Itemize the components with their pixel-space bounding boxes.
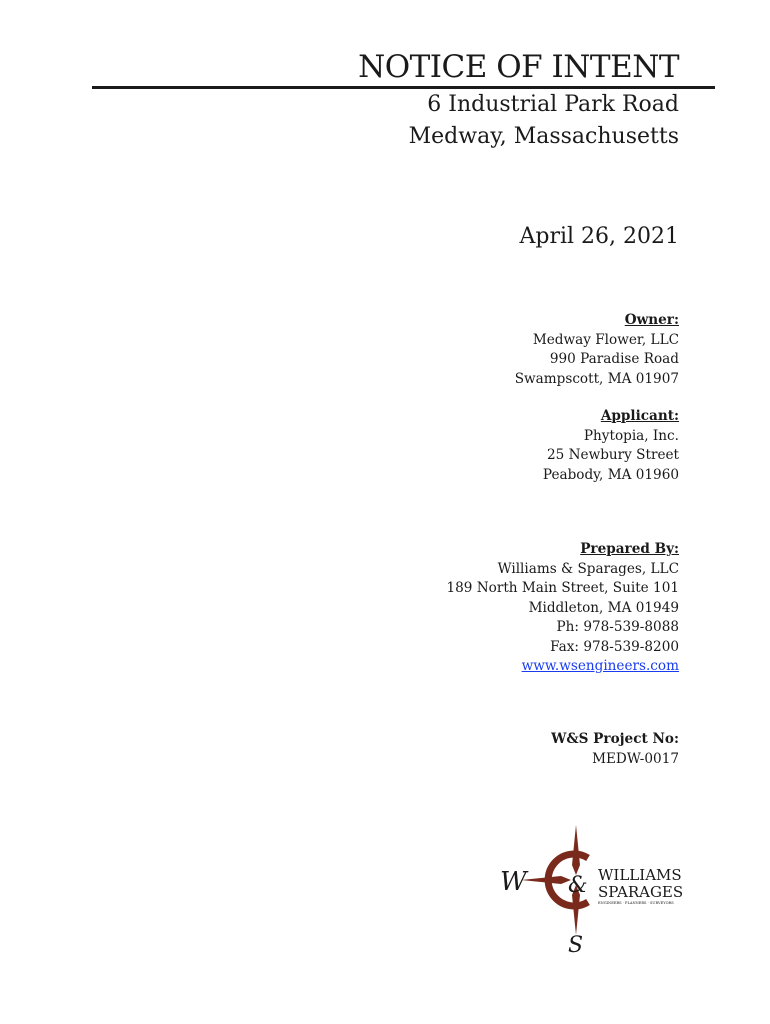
logo-line2: SPARAGES xyxy=(598,883,684,901)
preparer-line: 189 North Main Street, Suite 101 xyxy=(446,580,679,596)
prepared-by-block xyxy=(447,540,680,677)
project-number: MEDW-0017 xyxy=(592,750,679,767)
preparer-fax: Fax: 978-539-8200 xyxy=(550,638,679,655)
company-logo xyxy=(496,820,686,960)
applicant-block xyxy=(543,407,679,485)
preparer-line: Williams & Sparages, LLC xyxy=(497,560,679,577)
applicant-heading: Applicant: xyxy=(600,408,679,424)
title-rule xyxy=(92,86,715,89)
website-link[interactable]: www.wsengineers.com xyxy=(521,658,679,674)
applicant-line: Peabody, MA 01960 xyxy=(542,466,679,483)
project-block xyxy=(551,730,679,769)
applicant-line: Phytopia, Inc. xyxy=(583,427,679,444)
owner-block xyxy=(515,311,679,389)
applicant-line: 25 Newbury Street xyxy=(547,447,679,463)
owner-line: 990 Paradise Road xyxy=(549,351,679,367)
site-address-line1: 6 Industrial Park Road xyxy=(427,92,679,117)
owner-line: Swampscott, MA 01907 xyxy=(514,370,679,387)
logo-letter-w: W xyxy=(500,867,527,897)
logo-line1: WILLIAMS xyxy=(598,866,682,884)
owner-line: Medway Flower, LLC xyxy=(532,331,679,348)
document-title: NOTICE OF INTENT xyxy=(358,49,679,85)
logo-letter-s: S xyxy=(568,933,584,958)
project-heading: W&S Project No: xyxy=(551,731,679,747)
logo-ampersand: & xyxy=(568,873,588,898)
owner-heading: Owner: xyxy=(624,312,679,328)
document-date: April 26, 2021 xyxy=(519,224,679,249)
prepared-by-heading: Prepared By: xyxy=(580,541,679,557)
logo-tagline: ENGINEERS · PLANNERS · SURVEYORS xyxy=(598,901,674,905)
site-address-line2: Medway, Massachusetts xyxy=(408,124,679,149)
preparer-phone: Ph: 978-539-8088 xyxy=(556,619,679,635)
preparer-line: Middleton, MA 01949 xyxy=(528,599,679,616)
